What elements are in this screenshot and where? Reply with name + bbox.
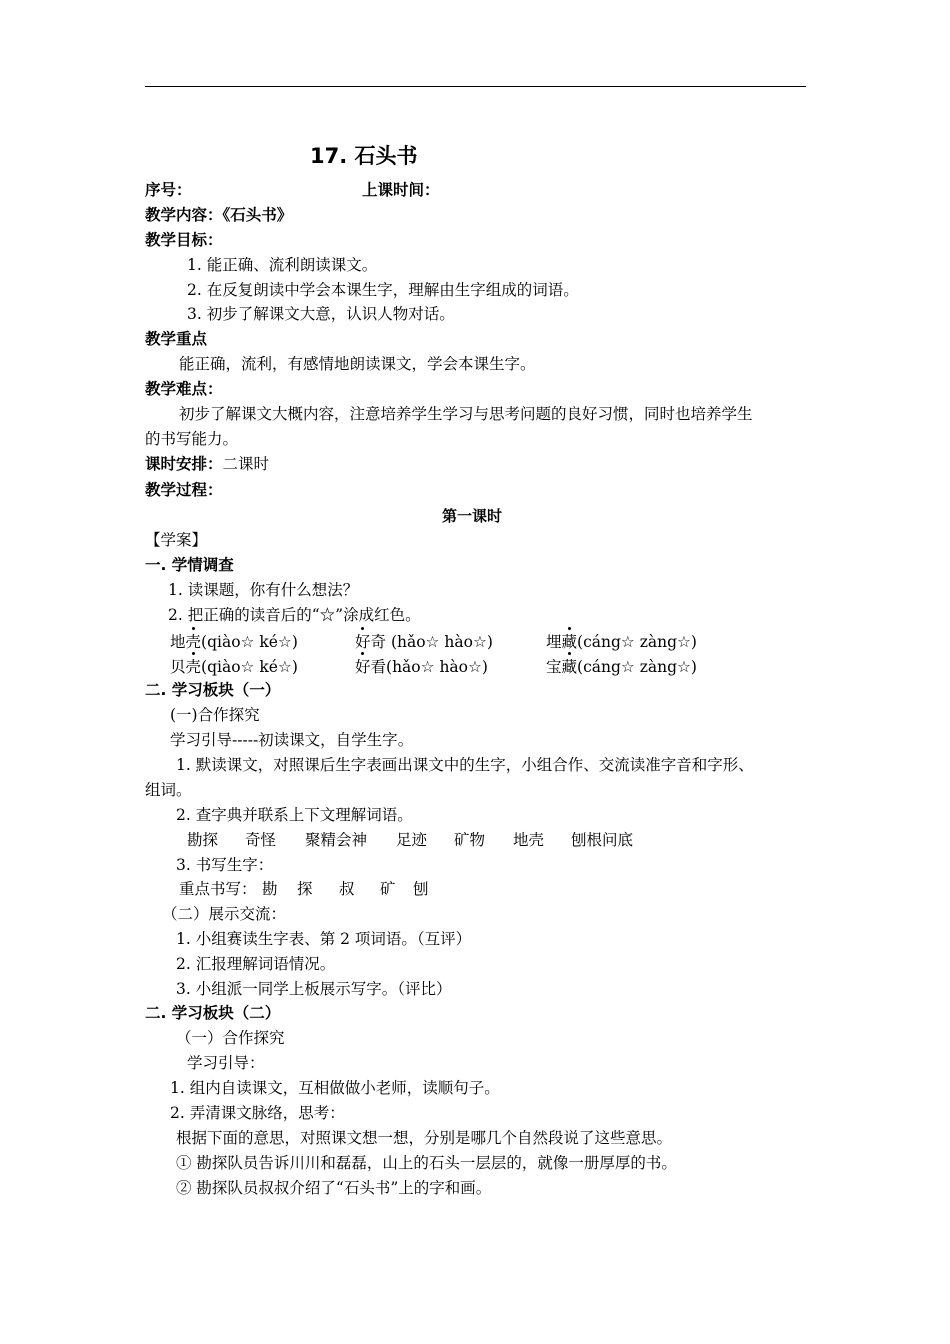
study-item: 1. 默读课文，对照课后生字表画出课文中的生字，小组合作、交流读准字音和字形、 [176, 756, 754, 774]
pinyin-dotted-char: 藏 [561, 633, 578, 651]
vocab-word: 聚精会神 [305, 831, 368, 849]
class-hours-label: 课时安排： [145, 455, 223, 473]
difficulty-text-cont: 的书写能力。 [145, 430, 239, 448]
goal-item: 1. 能正确、流利朗读课文。 [187, 256, 378, 274]
teaching-content-label: 教学内容： [145, 206, 223, 224]
vocab-word: 地壳 [513, 831, 545, 849]
pinyin-options: (hǎo☆ hào☆) [386, 633, 493, 651]
page-title: 17. 石头书 [310, 144, 418, 168]
study-item: 3. 书写生字： [176, 856, 274, 874]
focus-char: 探 [297, 880, 313, 898]
vocab-word: 奇怪 [245, 831, 277, 849]
pinyin-dotted-char: 壳 [185, 658, 202, 676]
class-time-label: 上课时间： [362, 181, 440, 199]
teaching-goals-label: 教学目标： [145, 231, 223, 249]
teaching-content-value: 《石头书》 [222, 206, 293, 224]
pinyin-word-char: 奇 [370, 633, 387, 651]
teaching-content [145, 205, 292, 225]
meaning-point: ② 勘探队员叔叔介绍了“石头书”上的字和画。 [176, 1179, 492, 1197]
study-prompt: 根据下面的意思，对照课文想一想，分别是哪几个自然段说了这些意思。 [176, 1129, 673, 1147]
pinyin-choice [546, 632, 697, 652]
study-plan-tag: 【学案】 [145, 531, 208, 549]
section-study-block-2-title: 二. 学习板块（二） [145, 1004, 281, 1022]
pinyin-choice [170, 632, 298, 652]
study-item-cont: 组词。 [145, 781, 192, 799]
focus-char: 矿 [380, 880, 396, 898]
difficulty-text: 初步了解课文大概内容，注意培养学生学习与思考问题的良好习惯，同时也培养学生 [179, 405, 753, 423]
study-guide: 学习引导： [187, 1054, 265, 1072]
focus-char: 刨 [413, 880, 429, 898]
section-survey-title: 一. 学情调查 [145, 556, 234, 574]
vocab-word: 矿物 [454, 831, 486, 849]
pinyin-options: (qiào☆ ké☆) [201, 633, 298, 651]
pinyin-word-char: 宝 [546, 658, 562, 676]
goal-item: 2. 在反复朗读中学会本课生字，理解由生字组成的词语。 [187, 281, 579, 299]
survey-item: 2. 把正确的读音后的“☆”涂成红色。 [168, 606, 421, 624]
focus-writing-label: 重点书写： [179, 880, 257, 898]
display-item: 3. 小组派一同学上板展示写字。（评比） [176, 980, 452, 998]
cooperative-inquiry-label: （一）合作探究 [176, 1029, 285, 1047]
study-item: 1. 组内自读课文，互相做做小老师，读顺句子。 [170, 1079, 500, 1097]
vocab-word: 勘探 [187, 831, 219, 849]
pinyin-options: (cáng☆ zàng☆) [577, 633, 697, 651]
lesson-heading: 第一课时 [442, 507, 503, 525]
study-item: 2. 弄清课文脉络，思考： [170, 1104, 345, 1122]
key-points-text: 能正确，流利，有感情地朗读课文，学会本课生字。 [179, 355, 536, 373]
class-hours [145, 454, 269, 474]
vocab-word: 足迹 [396, 831, 428, 849]
pinyin-word-char: 埋 [546, 633, 562, 651]
pinyin-dotted-char: 壳 [185, 633, 202, 651]
pinyin-options: (cáng☆ zàng☆) [577, 658, 697, 676]
serial-label: 序号： [145, 181, 192, 199]
pinyin-choice [355, 632, 493, 652]
header-rule [145, 86, 806, 87]
pinyin-options: (qiào☆ ké☆) [201, 658, 298, 676]
teaching-process-label: 教学过程： [145, 481, 223, 499]
goal-item: 3. 初步了解课文大意，认识人物对话。 [187, 305, 455, 323]
pinyin-choice [170, 657, 298, 677]
class-hours-value: 二课时 [222, 455, 270, 473]
survey-item: 1. 读课题，你有什么想法？ [168, 581, 359, 599]
pinyin-dotted-char: 好 [355, 658, 371, 676]
pinyin-choice [355, 657, 488, 677]
display-item: 2. 汇报理解词语情况。 [176, 955, 336, 973]
pinyin-word-char: 地 [170, 633, 186, 651]
vocab-word: 刨根问底 [571, 831, 634, 849]
pinyin-choice [546, 657, 697, 677]
study-guide: 学习引导-----初读课文，自学生字。 [170, 731, 414, 749]
display-item: 1. 小组赛读生字表、第 2 项词语。（互评） [176, 930, 472, 948]
pinyin-dotted-char: 藏 [561, 658, 578, 676]
focus-char: 勘 [262, 880, 278, 898]
cooperative-inquiry-label: (一)合作探究 [170, 706, 260, 724]
focus-char: 叔 [339, 880, 355, 898]
meaning-point: ① 勘探队员告诉川川和磊磊，山上的石头一层层的，就像一册厚厚的书。 [176, 1154, 677, 1172]
key-points-label: 教学重点 [145, 330, 208, 348]
display-exchange-label: （二）展示交流： [162, 905, 287, 923]
difficulty-label: 教学难点： [145, 380, 223, 398]
section-study-block-1-title: 二. 学习板块（一） [145, 681, 281, 699]
pinyin-dotted-char: 好 [355, 633, 371, 651]
pinyin-word-char: 贝 [170, 658, 186, 676]
study-item: 2. 查字典并联系上下文理解词语。 [176, 806, 413, 824]
pinyin-options: 看(hǎo☆ hào☆) [370, 658, 488, 676]
